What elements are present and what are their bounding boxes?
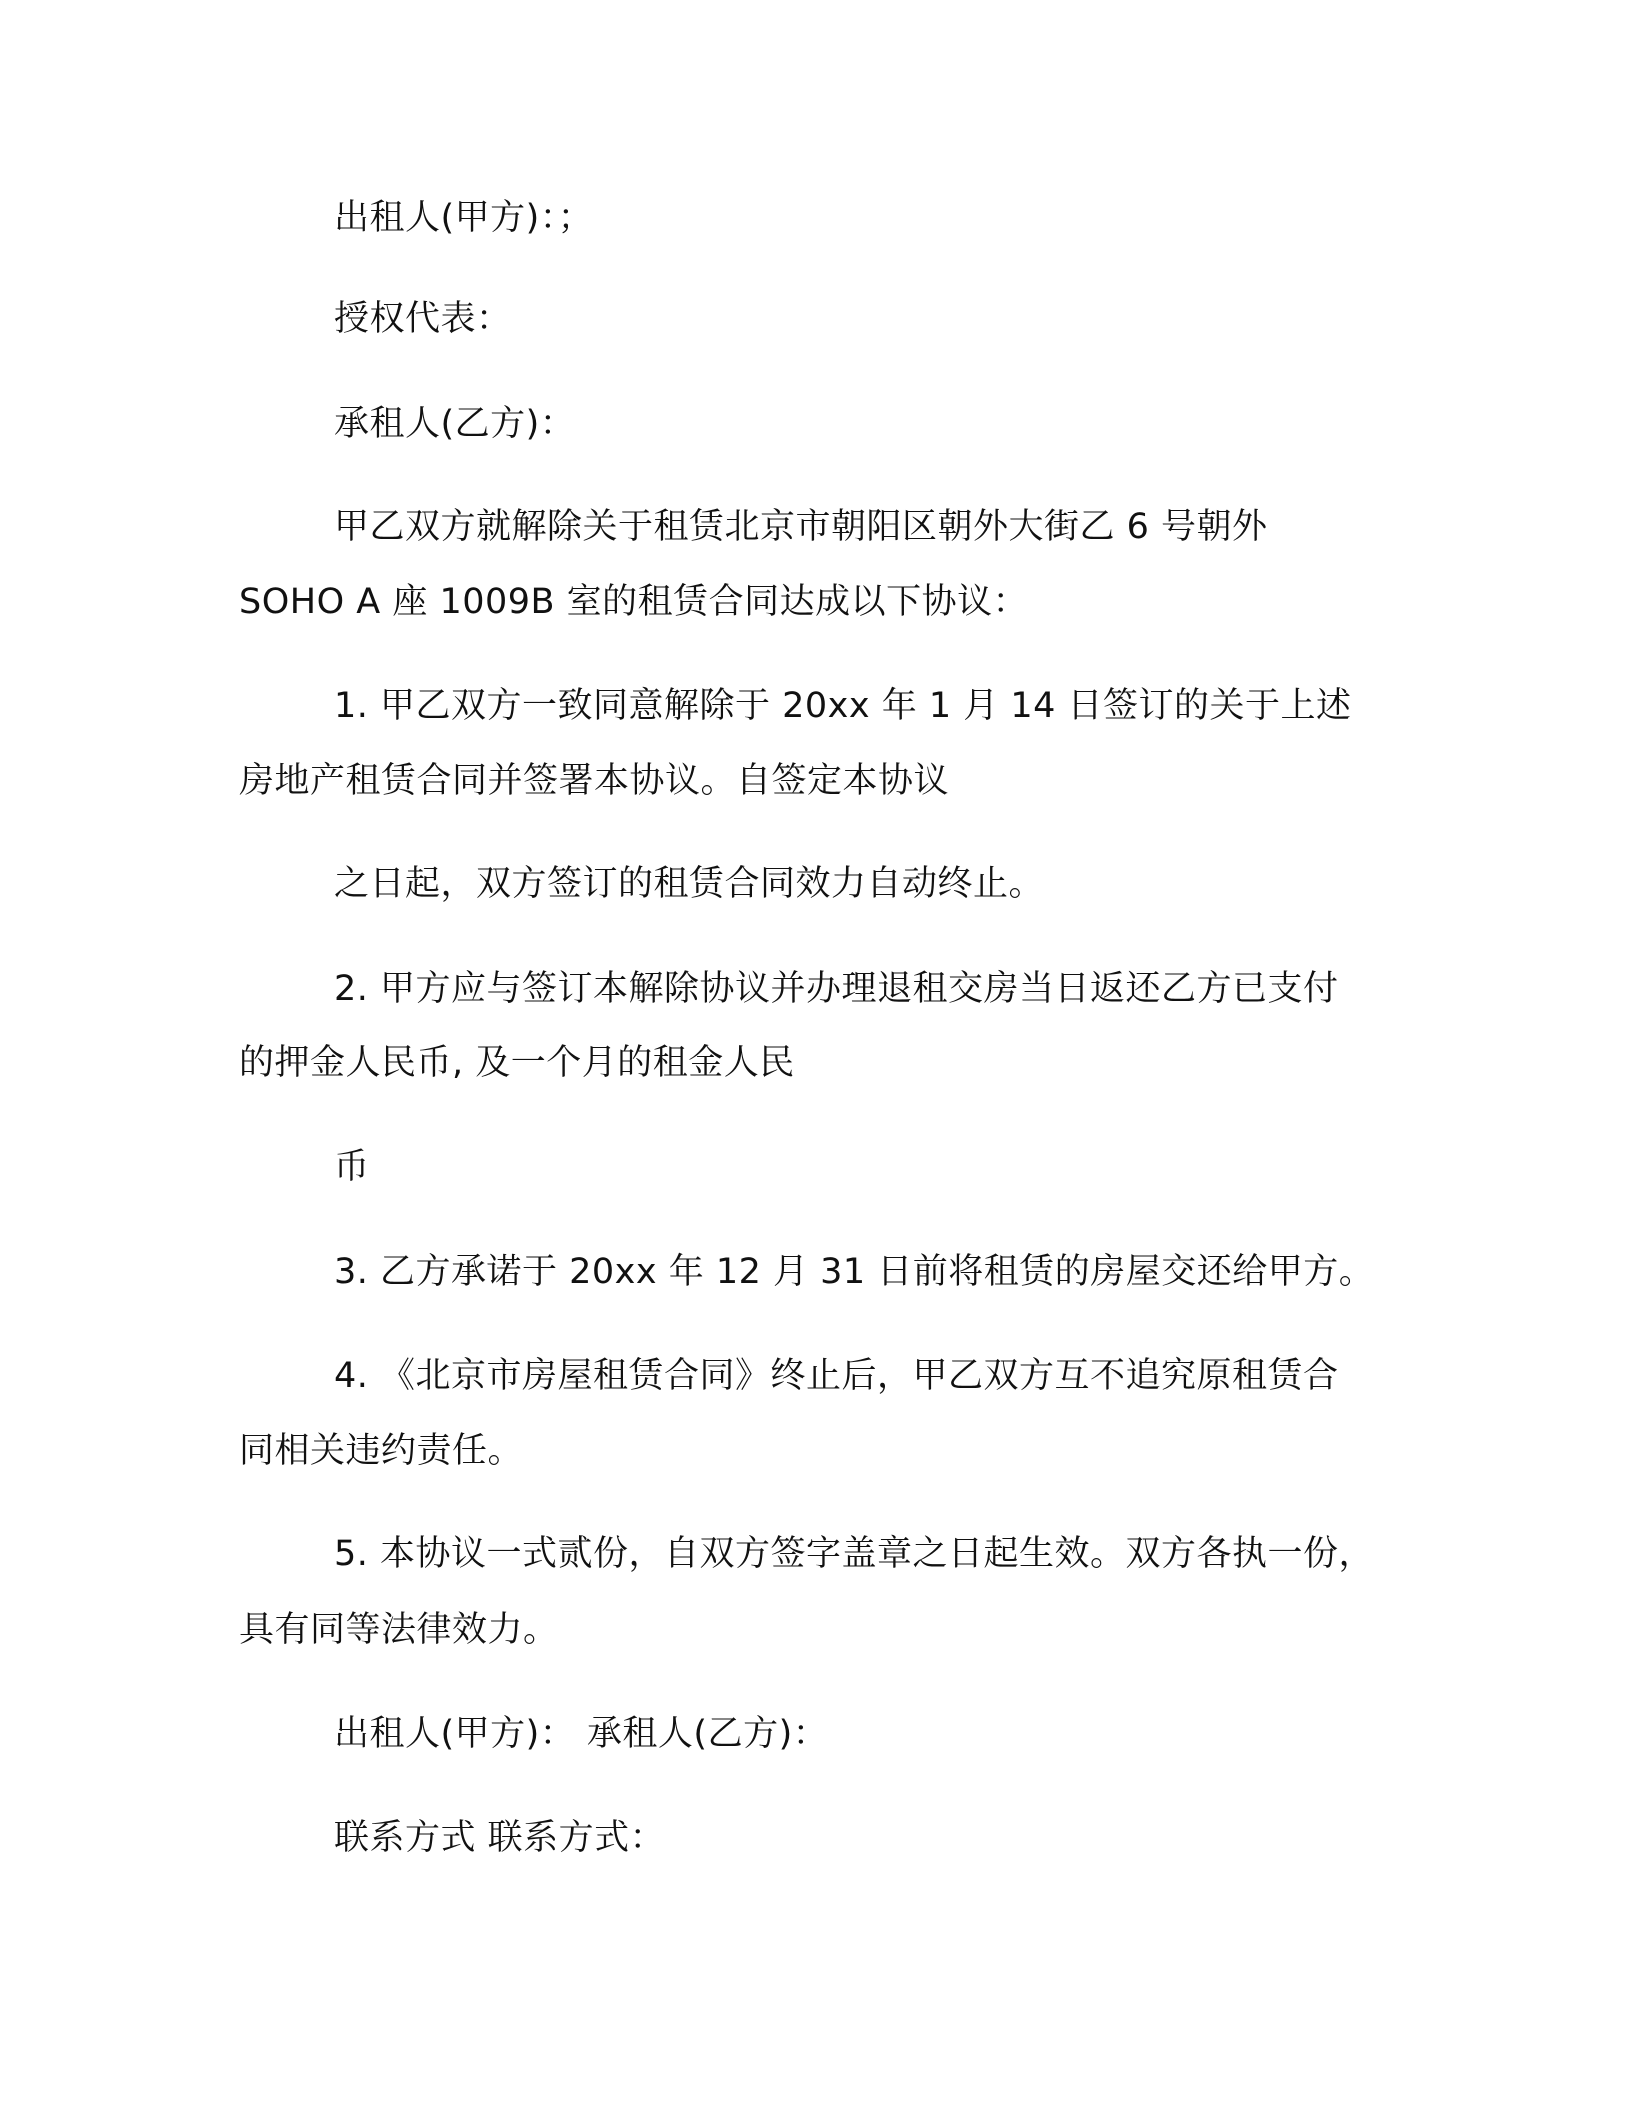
- contact-line: 联系方式 联系方式：: [334, 1818, 666, 1858]
- representative-line: 授权代表：: [334, 299, 512, 339]
- clause-1-line-2: 房地产租赁合同并签署本协议。自签定本协议: [239, 761, 950, 801]
- signature-line: 出租人(甲方)： 承租人(乙方)：: [334, 1714, 829, 1754]
- clause-4-line-1: 4. 《北京市房屋租赁合同》终止后，甲乙双方互不追究原租赁合: [334, 1356, 1339, 1396]
- clause-5-line-1: 5. 本协议一式贰份，自双方签字盖章之日起生效。双方各执一份，: [334, 1534, 1375, 1574]
- lessee-line: 承租人(乙方)：: [334, 404, 576, 444]
- intro-line-1: 甲乙双方就解除关于租赁北京市朝阳区朝外大街乙 6 号朝外: [334, 507, 1268, 547]
- clause-2-line-2: 的押金人民币, 及一个月的租金人民: [239, 1043, 795, 1083]
- clause-2-line-1: 2. 甲方应与签订本解除协议并办理退租交房当日返还乙方已支付: [334, 969, 1339, 1009]
- clause-4-line-2: 同相关违约责任。: [239, 1431, 524, 1471]
- clause-3-line-1: 3. 乙方承诺于 20xx 年 12 月 31 日前将租赁的房屋交还给甲方。: [334, 1252, 1375, 1292]
- clause-2-line-3: 币: [334, 1147, 370, 1187]
- clause-5-line-2: 具有同等法律效力。: [239, 1610, 559, 1650]
- clause-1-line-3: 之日起，双方签订的租赁合同效力自动终止。: [334, 864, 1045, 904]
- clause-1-line-1: 1. 甲乙双方一致同意解除于 20xx 年 1 月 14 日签订的关于上述: [334, 686, 1352, 726]
- lessor-line: 出租人(甲方)：；: [334, 198, 594, 238]
- intro-line-2: SOHO A 座 1009B 室的租赁合同达成以下协议：: [239, 582, 1029, 622]
